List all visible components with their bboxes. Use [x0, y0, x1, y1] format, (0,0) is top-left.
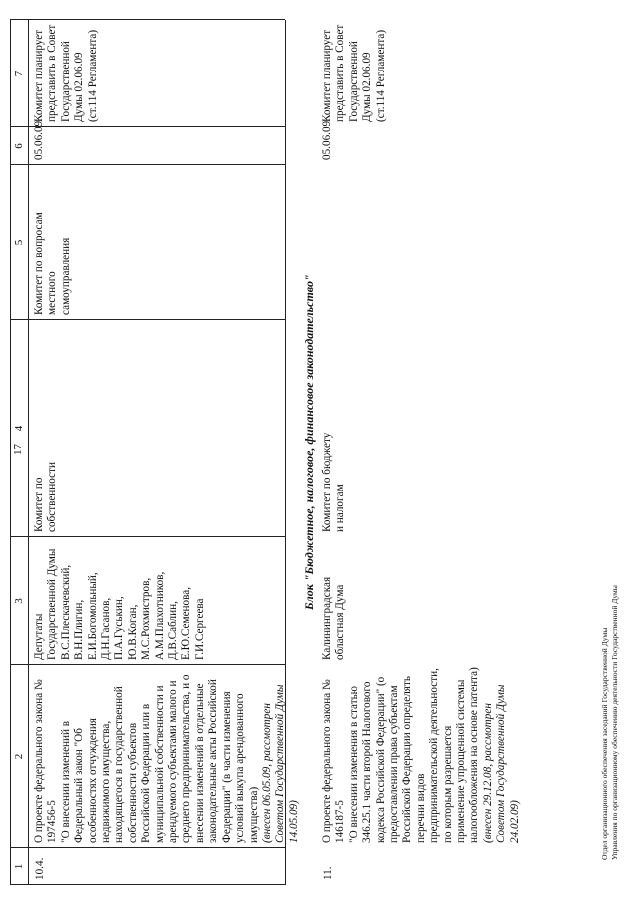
date: 05.06.09 — [321, 120, 333, 160]
bill-text: "О внесении изменения в статью 346.25.1 части второй Налогового кодекса Российской Федерации" (о предоставлении права субъектам Российской Федерации определять перечни видов предпринимательской деятельности, по которым разрешается применение упрощенной системы налогообложения на основе патента) — [347, 667, 481, 843]
bill-text: "О внесении изменений в Федеральный закон "Об особенностях отчуждения недвижимого имущества, находящегося в государственной собственности субъектов Российской Федерации или в муниципальной собственности и арендуемого субъектами малого и среднего предпринимательства, и о внесении изменений в отдельные законодательные акты Российской Федерации" (в части изменения условий выкупа арендованного имущества) — [59, 674, 260, 843]
col-divider — [10, 536, 285, 537]
col-divider — [10, 664, 285, 665]
initiator: Депутаты Государственной Думы В.С.Плескачевский, В.Н.Плигин, Е.И.Богомольный, Д.Н.Гасанов, П.А.Гуськин, Ю.В.Коган, М.С.Рохмистров, А.М.Плахотников, Д.В.Саблин, Е.Ю.Семенова, Г.И.Сергеева — [33, 548, 206, 660]
plan-note: Комитет планирует представить в Совет Государственной Думы 02.06.09 (ст.114 Регламента) — [33, 24, 99, 122]
bill-note: (внесен 29.12.08, рассмотрен Советом Государственной Думы 24.02.09) — [481, 684, 521, 843]
col-divider — [10, 847, 285, 848]
row-number: 10.4. — [34, 857, 46, 880]
bill-title: О проекте федерального закона № 146187-5 — [321, 679, 347, 843]
page-number: 17 — [12, 444, 24, 455]
col-divider — [10, 164, 285, 165]
col-header-3: 3 — [13, 598, 25, 604]
footer-line-1: Отдел организационного обеспечения заседаний Государственной Думы — [600, 627, 609, 860]
co-committee: Комитет по вопросам местного самоуправления — [33, 212, 72, 315]
responsible-committee: Комитет по собственности — [33, 462, 59, 532]
responsible-committee: Комитет по бюджету и налогам — [321, 432, 347, 532]
bill-note: (внесен 06.05.09, рассмотрен Советом Государственной Думы 14.05.09) — [260, 684, 300, 843]
row-number: 11. — [322, 866, 334, 880]
col-header-7: 7 — [13, 70, 25, 77]
bill-description — [33, 667, 301, 843]
bill-title: О проекте федерального закона № 197456-5 — [33, 679, 59, 843]
table-right-border — [10, 19, 285, 20]
footer-line-2: Управления по организационному обеспечению деятельности Государственной Думы — [610, 585, 619, 860]
col-header-4: 4 — [13, 425, 25, 432]
table-header-border — [28, 20, 29, 885]
initiator: Калининградская областная Дума — [321, 576, 347, 660]
col-divider — [10, 126, 285, 127]
block-title: Блок "Бюджетное, налоговое, финансовое законодательство" — [302, 274, 316, 610]
table-left-border — [10, 884, 285, 885]
col-header-6: 6 — [13, 143, 25, 149]
plan-note: Комитет планирует представить в Совет Государственной Думы 02.06.09 (ст.114 Регламента) — [321, 24, 387, 122]
col-header-1: 1 — [13, 863, 25, 870]
bill-description — [321, 667, 522, 843]
col-header-5: 5 — [13, 239, 25, 246]
date: 05.06.09 — [33, 120, 45, 160]
col-header-2: 2 — [13, 753, 25, 760]
col-divider — [10, 319, 285, 320]
